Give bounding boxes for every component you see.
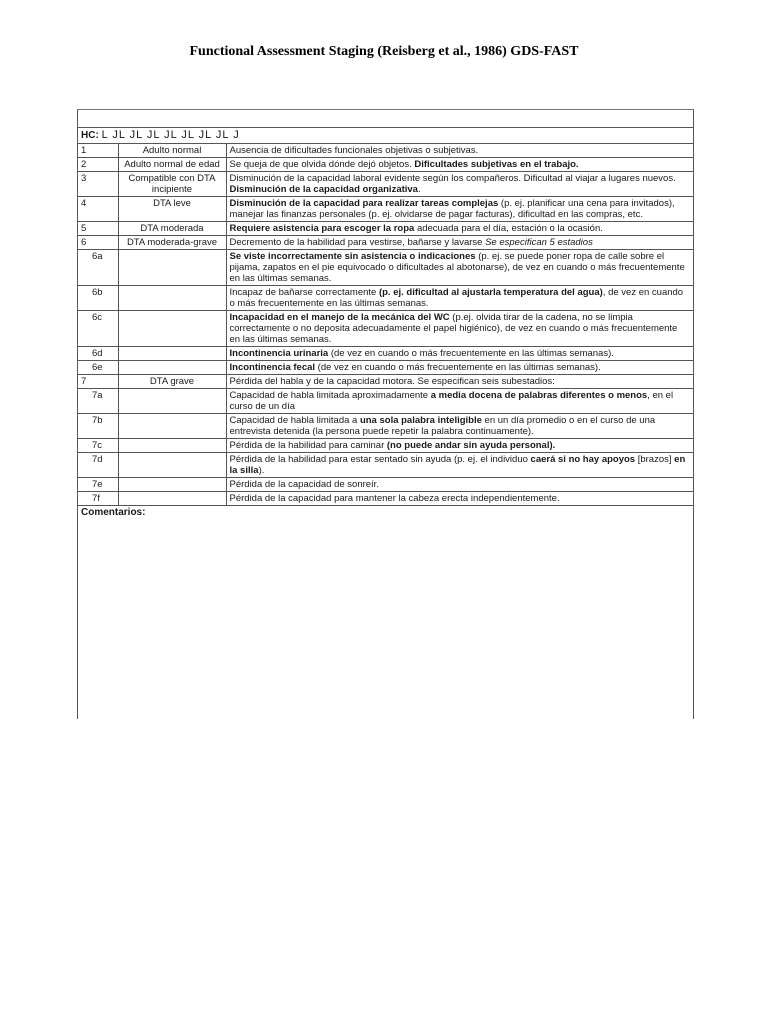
stage-description xyxy=(226,478,693,492)
description-text: Se queja de que olvida dónde dejó objetos. xyxy=(229,159,415,170)
stage-name: Adulto normal xyxy=(118,144,226,158)
hc-label: HC: xyxy=(81,130,99,141)
comments-cell[interactable] xyxy=(78,506,693,581)
stage-name xyxy=(118,250,226,286)
description-text: (de vez en cuando o más frecuentemente en las últimas semanas). xyxy=(328,348,614,359)
stage-number: 3 xyxy=(78,172,118,197)
description-text: (de vez en cuando o más frecuentemente en las últimas semanas). xyxy=(315,362,601,373)
description-text: Dificultades subjetivas en el trabajo. xyxy=(414,159,579,170)
stage-description xyxy=(226,492,693,506)
stage-name: DTA grave xyxy=(118,375,226,389)
stage-name xyxy=(118,439,226,453)
description-text: Disminución de la capacidad laboral evidente según los compañeros. Dificultad al viajar a lugares nuevos. xyxy=(229,173,676,184)
stage-name: DTA moderada-grave xyxy=(118,236,226,250)
stage-number: 5 xyxy=(78,222,118,236)
stage-row xyxy=(78,144,693,158)
stage-description xyxy=(226,389,693,414)
stage-name xyxy=(118,389,226,414)
stage-description xyxy=(226,250,693,286)
stage-row xyxy=(78,478,693,492)
fast-table xyxy=(78,128,693,580)
stage-number: 7b xyxy=(78,414,118,439)
stage-row xyxy=(78,439,693,453)
stage-number: 6a xyxy=(78,250,118,286)
stage-name: Adulto normal de edad xyxy=(118,158,226,172)
description-text: . xyxy=(417,184,421,195)
description-text: (p.ej. olvida tirar de la cadena, no se limpia correctamente o no deposita adecuadamente el papel higiénico), de vez en cuando o más frecuentemente en las últimas semanas. xyxy=(229,312,678,345)
description-text: Requiere asistencia para escoger la ropa xyxy=(229,223,415,234)
stage-number: 7a xyxy=(78,389,118,414)
stage-description xyxy=(226,361,693,375)
description-text: en un día promedio o en el curso de una entrevista detenida (la persona puede repetir la palabra continuamente). xyxy=(229,415,656,437)
stage-row xyxy=(78,361,693,375)
description-text: Capacidad de habla limitada aproximadamente xyxy=(229,390,431,401)
stage-description xyxy=(226,236,693,250)
stage-name xyxy=(118,478,226,492)
stage-description xyxy=(226,286,693,311)
description-text: (p. ej. planificar una cena para invitados), manejar las finanzas personales (p. ej. olvidarse de pagar facturas), dificultad en las compras, etc. xyxy=(229,198,675,220)
stage-description xyxy=(226,158,693,172)
stage-row xyxy=(78,389,693,414)
stage-number: 7c xyxy=(78,439,118,453)
stage-number: 6c xyxy=(78,311,118,347)
description-text: , de vez en cuando o más frecuentemente en las últimas semanas. xyxy=(229,287,684,309)
stage-row xyxy=(78,172,693,197)
stage-name: DTA leve xyxy=(118,197,226,222)
description-text: Pérdida de la capacidad para mantener la cabeza erecta independientemente. xyxy=(229,493,560,504)
description-text: [brazos] xyxy=(635,454,675,465)
stage-name xyxy=(118,453,226,478)
stage-name xyxy=(118,492,226,506)
stage-description xyxy=(226,414,693,439)
description-text: a media docena de palabras diferentes o menos xyxy=(430,390,648,401)
description-text: una sola palabra inteligible xyxy=(359,415,482,426)
comments-row xyxy=(78,506,693,581)
stage-number: 1 xyxy=(78,144,118,158)
stage-row xyxy=(78,250,693,286)
fast-form xyxy=(77,109,694,719)
stage-row xyxy=(78,453,693,478)
description-text: Capacidad de habla limitada a xyxy=(229,415,360,426)
stage-description xyxy=(226,347,693,361)
description-text: (no puede andar sin ayuda personal). xyxy=(386,440,556,451)
description-text: Incapacidad en el manejo de la mecánica del WC xyxy=(229,312,450,323)
stage-description xyxy=(226,375,693,389)
stage-description xyxy=(226,197,693,222)
description-text: Decremento de la habilidad para vestirse, bañarse y lavarse xyxy=(229,237,486,248)
description-text: Pérdida de la capacidad de sonreír. xyxy=(229,479,379,490)
description-text: Incontinencia fecal xyxy=(229,362,316,373)
stage-name: Compatible con DTA incipiente xyxy=(118,172,226,197)
stage-name xyxy=(118,414,226,439)
description-text: , en el curso de un día xyxy=(229,390,674,412)
description-text: Se especifican 5 estadios xyxy=(485,237,593,248)
description-text: (p. ej. se puede poner ropa de calle sobre el pijama, zapatos en el pie equivocado o dificultades al abotonarse), de vez en cuando o más frecuentemente en las últimas semanas. xyxy=(229,251,685,284)
description-text: (p. ej. dificultad al ajustarla temperatura del agua) xyxy=(378,287,603,298)
stage-description xyxy=(226,144,693,158)
stage-number: 6d xyxy=(78,347,118,361)
description-text: Se viste incorrectamente sin asistencia o indicaciones xyxy=(229,251,476,262)
stage-row xyxy=(78,222,693,236)
stage-description xyxy=(226,172,693,197)
stage-number: 7 xyxy=(78,375,118,389)
description-text: Pérdida de la habilidad para caminar xyxy=(229,440,387,451)
stage-row xyxy=(78,414,693,439)
stage-number: 7e xyxy=(78,478,118,492)
stage-number: 2 xyxy=(78,158,118,172)
stage-description xyxy=(226,453,693,478)
stage-row xyxy=(78,286,693,311)
description-text: Pérdida de la habilidad para estar sentado sin ayuda (p. ej. el individuo xyxy=(229,454,531,465)
stage-number: 6b xyxy=(78,286,118,311)
stage-number: 7f xyxy=(78,492,118,506)
stage-number: 7d xyxy=(78,453,118,478)
stage-row xyxy=(78,347,693,361)
stage-name xyxy=(118,347,226,361)
form-top-margin xyxy=(78,110,693,128)
description-text: Pérdida del habla y de la capacidad motora. Se especifican seis subestadios: xyxy=(229,376,555,387)
stage-description xyxy=(226,439,693,453)
stage-description xyxy=(226,311,693,347)
description-text: ). xyxy=(258,465,265,476)
hc-cell xyxy=(78,128,693,144)
description-text: Disminución de la capacidad para realizar tareas complejas xyxy=(229,198,499,209)
stage-row xyxy=(78,375,693,389)
stage-name xyxy=(118,311,226,347)
description-text: caerá si no hay apoyos xyxy=(530,454,636,465)
stage-number: 6 xyxy=(78,236,118,250)
description-text: Disminución de la capacidad organizativa xyxy=(229,184,418,195)
stage-name xyxy=(118,286,226,311)
description-text: en la silla xyxy=(229,454,686,476)
stage-row xyxy=(78,197,693,222)
stage-row xyxy=(78,311,693,347)
stage-name xyxy=(118,361,226,375)
stage-number: 4 xyxy=(78,197,118,222)
description-text: Ausencia de dificultades funcionales objetivas o subjetivas. xyxy=(229,145,479,156)
stage-row xyxy=(78,492,693,506)
stage-row xyxy=(78,236,693,250)
stage-row xyxy=(78,158,693,172)
description-text: Incontinencia urinaria xyxy=(229,348,329,359)
description-text: adecuada para el día, estación o la ocasión. xyxy=(414,223,603,234)
stage-number: 6e xyxy=(78,361,118,375)
hc-row xyxy=(78,128,693,144)
comments-label: Comentarios: xyxy=(81,507,146,518)
hc-number-boxes[interactable]: L JL JL JL JL JL JL JL J xyxy=(101,129,240,141)
stage-name: DTA moderada xyxy=(118,222,226,236)
stage-description xyxy=(226,222,693,236)
description-text: Incapaz de bañarse correctamente xyxy=(229,287,379,298)
page-title: Functional Assessment Staging (Reisberg et al., 1986) GDS-FAST xyxy=(189,44,579,59)
